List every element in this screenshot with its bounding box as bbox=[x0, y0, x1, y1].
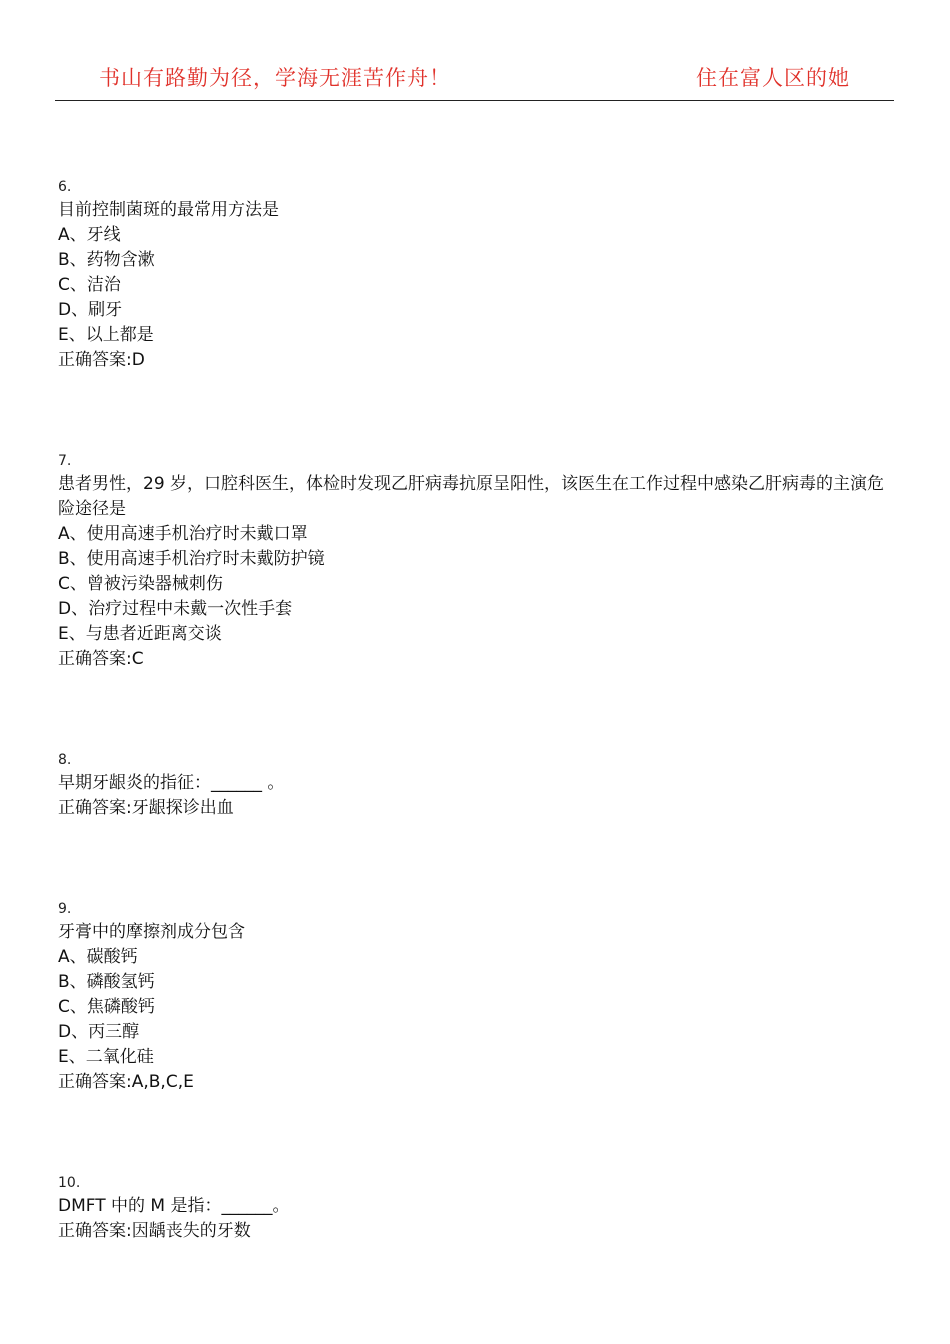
option-b: B、磷酸氢钙 bbox=[58, 972, 155, 992]
option-a: A、使用高速手机治疗时未戴口罩 bbox=[58, 524, 308, 544]
option-a: A、牙线 bbox=[58, 225, 121, 245]
option-c: C、曾被污染器械刺伤 bbox=[58, 574, 223, 594]
option-d: D、丙三醇 bbox=[58, 1022, 140, 1042]
question-8 bbox=[58, 749, 898, 821]
option-e: E、以上都是 bbox=[58, 325, 154, 345]
question-stem: DMFT 中的 M 是指：______。 bbox=[58, 1196, 290, 1216]
question-number: 8. bbox=[58, 752, 72, 768]
question-stem: 患者男性，29 岁，口腔科医生，体检时发现乙肝病毒抗原呈阳性，该医生在工作过程中感染乙肝病毒的主演危险途径是 bbox=[58, 474, 885, 519]
question-number: 6. bbox=[58, 179, 72, 195]
option-c: C、洁治 bbox=[58, 275, 121, 295]
correct-answer: 正确答案:C bbox=[58, 649, 144, 669]
correct-answer: 正确答案:D bbox=[58, 350, 145, 370]
option-b: B、使用高速手机治疗时未戴防护镜 bbox=[58, 549, 325, 569]
option-a: A、碳酸钙 bbox=[58, 947, 138, 967]
option-e: E、与患者近距离交谈 bbox=[58, 624, 222, 644]
question-number: 7. bbox=[58, 453, 72, 469]
question-stem: 目前控制菌斑的最常用方法是 bbox=[58, 200, 279, 220]
question-stem: 牙膏中的摩擦剂成分包含 bbox=[58, 922, 245, 942]
correct-answer: 正确答案:A,B,C,E bbox=[58, 1072, 194, 1092]
correct-answer: 正确答案:牙龈探诊出血 bbox=[58, 798, 234, 818]
question-10 bbox=[58, 1172, 898, 1244]
option-c: C、焦磷酸钙 bbox=[58, 997, 155, 1017]
question-number: 10. bbox=[58, 1175, 81, 1191]
option-e: E、二氧化硅 bbox=[58, 1047, 154, 1067]
question-6 bbox=[58, 176, 898, 373]
header-author: 住在富人区的她 bbox=[696, 66, 850, 90]
header-motto: 书山有路勤为径，学海无涯苦作舟！ bbox=[99, 66, 451, 90]
question-number: 9. bbox=[58, 901, 72, 917]
question-7 bbox=[58, 450, 898, 672]
correct-answer: 正确答案:因龋丧失的牙数 bbox=[58, 1221, 251, 1241]
question-9 bbox=[58, 898, 898, 1095]
question-stem: 早期牙龈炎的指征：______ 。 bbox=[58, 773, 285, 793]
option-b: B、药物含漱 bbox=[58, 250, 155, 270]
option-d: D、治疗过程中未戴一次性手套 bbox=[58, 599, 293, 619]
page-header bbox=[55, 62, 894, 101]
option-d: D、刷牙 bbox=[58, 300, 123, 320]
